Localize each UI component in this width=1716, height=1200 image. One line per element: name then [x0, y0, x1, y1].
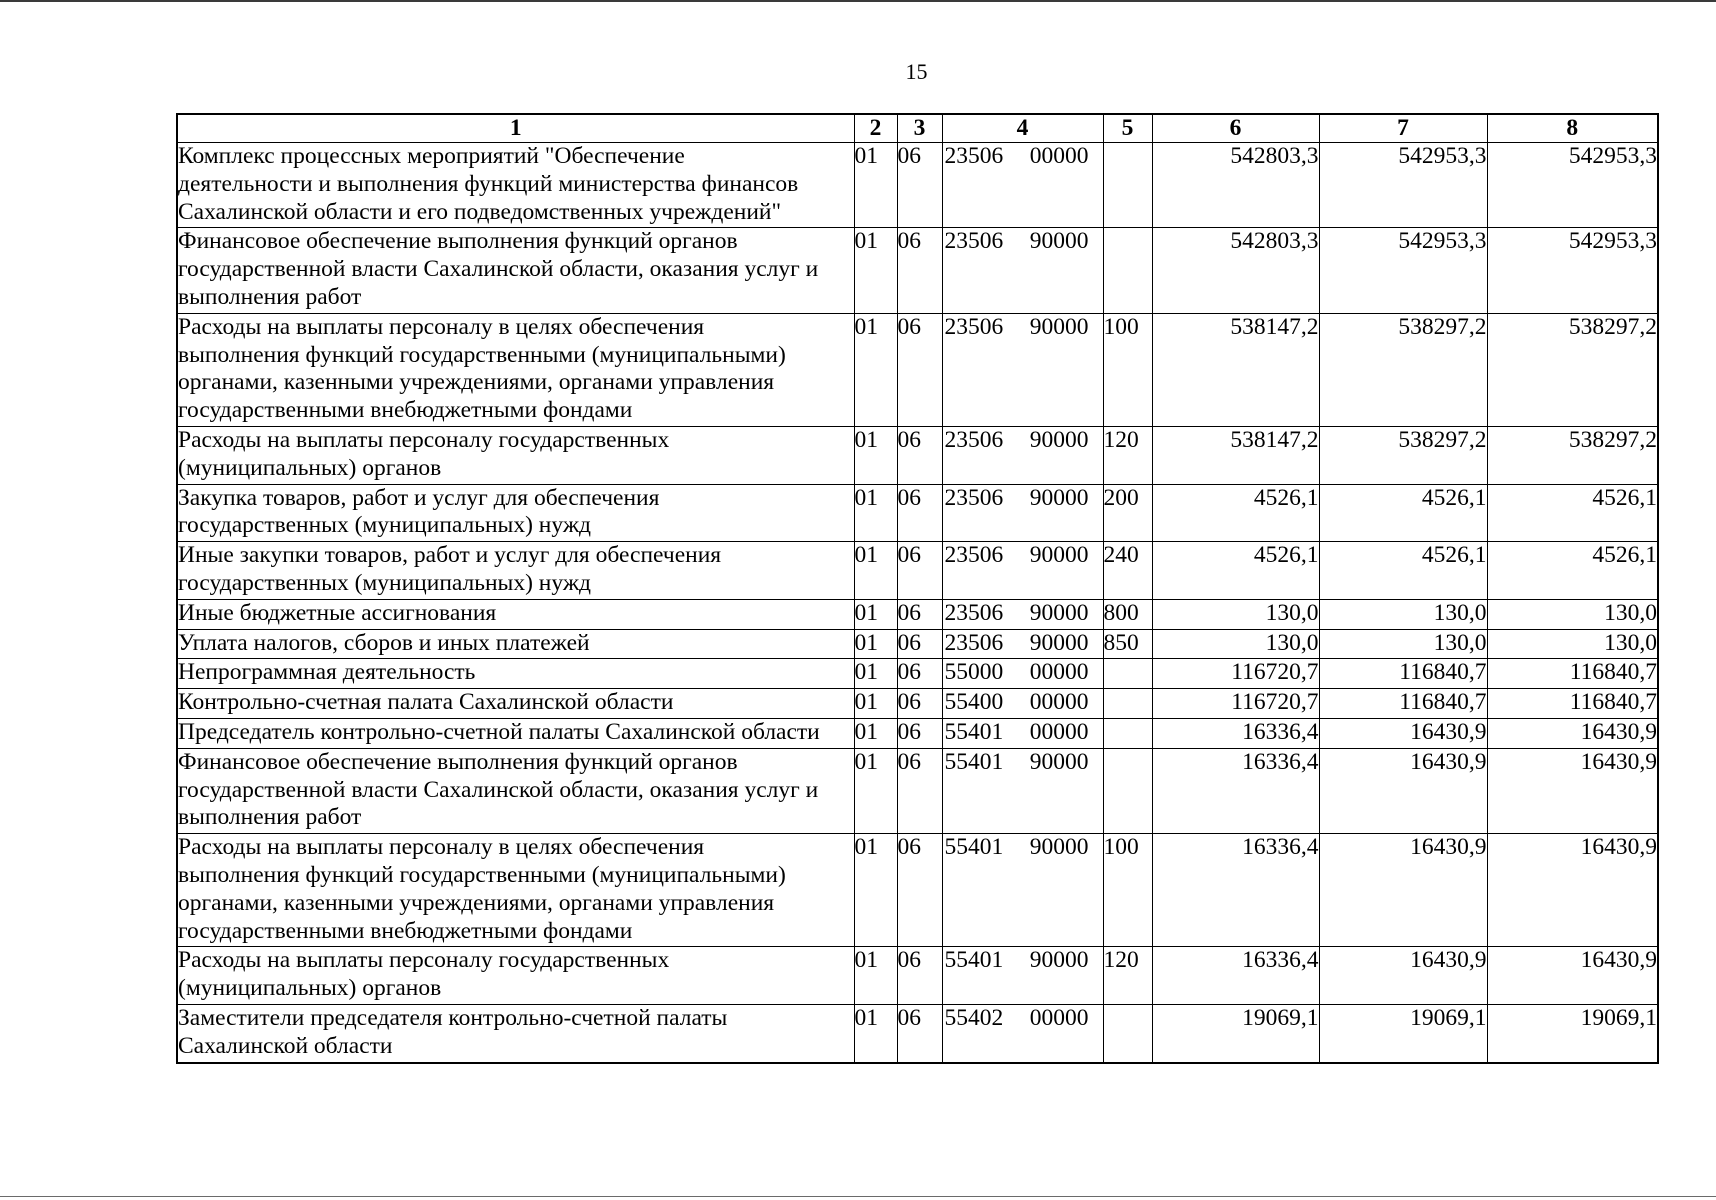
col3-cell: 06 [897, 834, 942, 947]
col4-second-value: 90000 [1029, 947, 1089, 974]
col4-values [943, 719, 1103, 747]
col2-cell: 01 [854, 947, 897, 1005]
col8-value-cell: 538297,2 [1487, 313, 1658, 426]
header-cell-8: 8 [1487, 114, 1658, 143]
col6-value-cell: 538147,2 [1152, 313, 1319, 426]
col7-value-cell: 542953,3 [1319, 143, 1487, 228]
col2-cell: 01 [854, 426, 897, 484]
col4-cell [942, 228, 1103, 313]
col6-value-cell: 4526,1 [1152, 484, 1319, 542]
col4-values [943, 947, 1103, 975]
col3-cell: 06 [897, 748, 942, 833]
col4-cell [942, 834, 1103, 947]
col7-value-cell: 16430,9 [1319, 718, 1487, 748]
header-cell-3: 3 [897, 114, 942, 143]
col2-cell: 01 [854, 1004, 897, 1062]
row-name-cell: Непрограммная деятельность [177, 659, 854, 689]
table-header [177, 114, 1658, 143]
col4-cell [942, 947, 1103, 1005]
header-cell-5: 5 [1103, 114, 1152, 143]
col6-value-cell: 542803,3 [1152, 143, 1319, 228]
col4-first-value: 55000 [944, 659, 1004, 686]
col8-value-cell: 130,0 [1487, 629, 1658, 659]
col4-values [943, 630, 1103, 658]
table-row [177, 947, 1658, 1005]
table-row [177, 689, 1658, 719]
col4-cell [942, 313, 1103, 426]
header-cell-6: 6 [1152, 114, 1319, 143]
col4-cell [942, 748, 1103, 833]
col5-cell [1103, 659, 1152, 689]
col7-value-cell: 4526,1 [1319, 542, 1487, 600]
row-name-cell: Контрольно-счетная палата Сахалинской области [177, 689, 854, 719]
col4-second-value: 90000 [1029, 599, 1089, 626]
col4-values [943, 427, 1103, 455]
col4-values [943, 600, 1103, 628]
col8-value-cell: 16430,9 [1487, 718, 1658, 748]
col6-value-cell: 16336,4 [1152, 718, 1319, 748]
col7-value-cell: 538297,2 [1319, 313, 1487, 426]
col3-cell: 06 [897, 313, 942, 426]
col2-cell: 01 [854, 313, 897, 426]
col5-cell: 240 [1103, 542, 1152, 600]
col4-first-value: 23506 [944, 484, 1004, 511]
col5-cell [1103, 1004, 1152, 1062]
col4-first-value: 55401 [944, 947, 1004, 974]
col5-cell: 100 [1103, 313, 1152, 426]
col3-cell: 06 [897, 629, 942, 659]
col4-second-value: 90000 [1029, 228, 1089, 255]
col5-cell: 120 [1103, 947, 1152, 1005]
col4-second-value: 00000 [1029, 659, 1089, 686]
col3-cell: 06 [897, 484, 942, 542]
col6-value-cell: 538147,2 [1152, 426, 1319, 484]
col4-values [943, 689, 1103, 717]
col3-cell: 06 [897, 947, 942, 1005]
col5-cell: 850 [1103, 629, 1152, 659]
col4-first-value: 55401 [944, 718, 1004, 745]
col4-values [943, 314, 1103, 342]
col4-second-value: 00000 [1029, 1004, 1089, 1031]
col6-value-cell: 16336,4 [1152, 834, 1319, 947]
col4-second-value: 90000 [1029, 629, 1089, 656]
col4-values [943, 1005, 1103, 1033]
col4-first-value: 23506 [944, 143, 1004, 169]
col6-value-cell: 116720,7 [1152, 659, 1319, 689]
col4-second-value: 00000 [1029, 143, 1089, 169]
col7-value-cell: 538297,2 [1319, 426, 1487, 484]
col3-cell: 06 [897, 542, 942, 600]
col4-cell [942, 426, 1103, 484]
col4-cell [942, 542, 1103, 600]
col8-value-cell: 542953,3 [1487, 228, 1658, 313]
row-name-cell: Расходы на выплаты персоналу государственных (муниципальных) органов [177, 426, 854, 484]
col4-first-value: 23506 [944, 599, 1004, 626]
col6-value-cell: 130,0 [1152, 629, 1319, 659]
scan-edge-bottom-line [0, 1196, 1716, 1197]
col4-values [943, 228, 1103, 256]
table-row [177, 718, 1658, 748]
col2-cell: 01 [854, 689, 897, 719]
col4-cell [942, 659, 1103, 689]
row-name-cell: Расходы на выплаты персоналу в целях обеспечения выполнения функций государственными (муниципальными) органами, казенными учреждениями, органами управления государственными внебюджетными фондами [177, 313, 854, 426]
col5-cell [1103, 228, 1152, 313]
col4-first-value: 23506 [944, 542, 1004, 569]
col2-cell: 01 [854, 143, 897, 228]
table-row [177, 484, 1658, 542]
col4-values [943, 749, 1103, 777]
col4-values [943, 834, 1103, 862]
col8-value-cell: 116840,7 [1487, 689, 1658, 719]
col4-first-value: 55400 [944, 689, 1004, 716]
col4-first-value: 23506 [944, 228, 1004, 255]
row-name-cell: Иные бюджетные ассигнования [177, 599, 854, 629]
col5-cell: 100 [1103, 834, 1152, 947]
col4-first-value: 55401 [944, 748, 1004, 775]
col4-cell [942, 1004, 1103, 1062]
col4-second-value: 90000 [1029, 426, 1089, 453]
col7-value-cell: 130,0 [1319, 629, 1487, 659]
row-name-cell: Председатель контрольно-счетной палаты Сахалинской области [177, 718, 854, 748]
row-name-cell: Расходы на выплаты персоналу государственных (муниципальных) органов [177, 947, 854, 1005]
col4-values [943, 542, 1103, 570]
col4-first-value: 23506 [944, 426, 1004, 453]
row-name-cell: Расходы на выплаты персоналу в целях обеспечения выполнения функций государственными (муниципальными) органами, казенными учреждениями, органами управления государственными внебюджетными фондами [177, 834, 854, 947]
row-name-cell: Комплекс процессных мероприятий "Обеспечение деятельности и выполнения функций министерства финансов Сахалинской области и его подведомственных учреждений" [177, 143, 854, 228]
row-name-cell: Заместители председателя контрольно-счетной палаты Сахалинской области [177, 1004, 854, 1062]
col8-value-cell: 19069,1 [1487, 1004, 1658, 1062]
col7-value-cell: 130,0 [1319, 599, 1487, 629]
col8-value-cell: 542953,3 [1487, 143, 1658, 228]
col6-value-cell: 130,0 [1152, 599, 1319, 629]
col4-values [943, 485, 1103, 513]
col6-value-cell: 16336,4 [1152, 947, 1319, 1005]
page-number: 15 [905, 59, 928, 84]
table-row [177, 426, 1658, 484]
col4-values [943, 143, 1103, 171]
col8-value-cell: 4526,1 [1487, 484, 1658, 542]
col3-cell: 06 [897, 426, 942, 484]
header-cell-4: 4 [942, 114, 1103, 143]
col8-value-cell: 16430,9 [1487, 947, 1658, 1005]
col8-value-cell: 16430,9 [1487, 834, 1658, 947]
col3-cell: 06 [897, 718, 942, 748]
col3-cell: 06 [897, 689, 942, 719]
col4-second-value: 00000 [1029, 689, 1089, 716]
col6-value-cell: 116720,7 [1152, 689, 1319, 719]
col4-second-value: 00000 [1029, 718, 1089, 745]
col2-cell: 01 [854, 834, 897, 947]
table-row [177, 748, 1658, 833]
row-name-cell: Уплата налогов, сборов и иных платежей [177, 629, 854, 659]
col7-value-cell: 16430,9 [1319, 947, 1487, 1005]
header-cell-2: 2 [854, 114, 897, 143]
col7-value-cell: 16430,9 [1319, 834, 1487, 947]
col4-cell [942, 629, 1103, 659]
header-cell-1: 1 [177, 114, 854, 143]
row-name-cell: Иные закупки товаров, работ и услуг для обеспечения государственных (муниципальных) нужд [177, 542, 854, 600]
col7-value-cell: 116840,7 [1319, 689, 1487, 719]
col4-second-value: 90000 [1029, 834, 1089, 861]
table-row [177, 313, 1658, 426]
col8-value-cell: 130,0 [1487, 599, 1658, 629]
col6-value-cell: 16336,4 [1152, 748, 1319, 833]
col4-first-value: 55401 [944, 834, 1004, 861]
table-row [177, 143, 1658, 228]
col2-cell: 01 [854, 542, 897, 600]
col4-cell [942, 599, 1103, 629]
scan-edge-top-line [0, 0, 1716, 2]
col3-cell: 06 [897, 599, 942, 629]
col7-value-cell: 19069,1 [1319, 1004, 1487, 1062]
col4-cell [942, 718, 1103, 748]
col7-value-cell: 16430,9 [1319, 748, 1487, 833]
col4-values [943, 659, 1103, 687]
col4-cell [942, 143, 1103, 228]
table-body [177, 143, 1658, 1063]
col4-second-value: 90000 [1029, 748, 1089, 775]
col7-value-cell: 542953,3 [1319, 228, 1487, 313]
col7-value-cell: 4526,1 [1319, 484, 1487, 542]
table-row [177, 599, 1658, 629]
col8-value-cell: 16430,9 [1487, 748, 1658, 833]
col4-second-value: 90000 [1029, 484, 1089, 511]
col6-value-cell: 4526,1 [1152, 542, 1319, 600]
col4-first-value: 23506 [944, 313, 1004, 340]
col4-second-value: 90000 [1029, 313, 1089, 340]
col8-value-cell: 116840,7 [1487, 659, 1658, 689]
col4-first-value: 55402 [944, 1004, 1004, 1031]
table-row [177, 834, 1658, 947]
budget-table [176, 113, 1659, 1064]
col5-cell: 200 [1103, 484, 1152, 542]
col2-cell: 01 [854, 748, 897, 833]
col4-cell [942, 484, 1103, 542]
col4-cell [942, 689, 1103, 719]
table-row [177, 659, 1658, 689]
col4-first-value: 23506 [944, 629, 1004, 656]
col6-value-cell: 542803,3 [1152, 228, 1319, 313]
table-row [177, 228, 1658, 313]
col3-cell: 06 [897, 228, 942, 313]
header-cell-7: 7 [1319, 114, 1487, 143]
col2-cell: 01 [854, 659, 897, 689]
col5-cell: 120 [1103, 426, 1152, 484]
col5-cell [1103, 143, 1152, 228]
col2-cell: 01 [854, 484, 897, 542]
col2-cell: 01 [854, 718, 897, 748]
col8-value-cell: 4526,1 [1487, 542, 1658, 600]
col2-cell: 01 [854, 599, 897, 629]
row-name-cell: Закупка товаров, работ и услуг для обеспечения государственных (муниципальных) нужд [177, 484, 854, 542]
header-row [177, 114, 1658, 143]
col5-cell [1103, 748, 1152, 833]
col4-second-value: 90000 [1029, 542, 1089, 569]
table-row [177, 542, 1658, 600]
col3-cell: 06 [897, 659, 942, 689]
col6-value-cell: 19069,1 [1152, 1004, 1319, 1062]
table-row [177, 1004, 1658, 1062]
col3-cell: 06 [897, 143, 942, 228]
row-name-cell: Финансовое обеспечение выполнения функций органов государственной власти Сахалинской области, оказания услуг и выполнения работ [177, 228, 854, 313]
col5-cell [1103, 718, 1152, 748]
row-name-cell: Финансовое обеспечение выполнения функций органов государственной власти Сахалинской области, оказания услуг и выполнения работ [177, 748, 854, 833]
col7-value-cell: 116840,7 [1319, 659, 1487, 689]
col2-cell: 01 [854, 228, 897, 313]
col5-cell [1103, 689, 1152, 719]
table-row [177, 629, 1658, 659]
col5-cell: 800 [1103, 599, 1152, 629]
col3-cell: 06 [897, 1004, 942, 1062]
col8-value-cell: 538297,2 [1487, 426, 1658, 484]
col2-cell: 01 [854, 629, 897, 659]
